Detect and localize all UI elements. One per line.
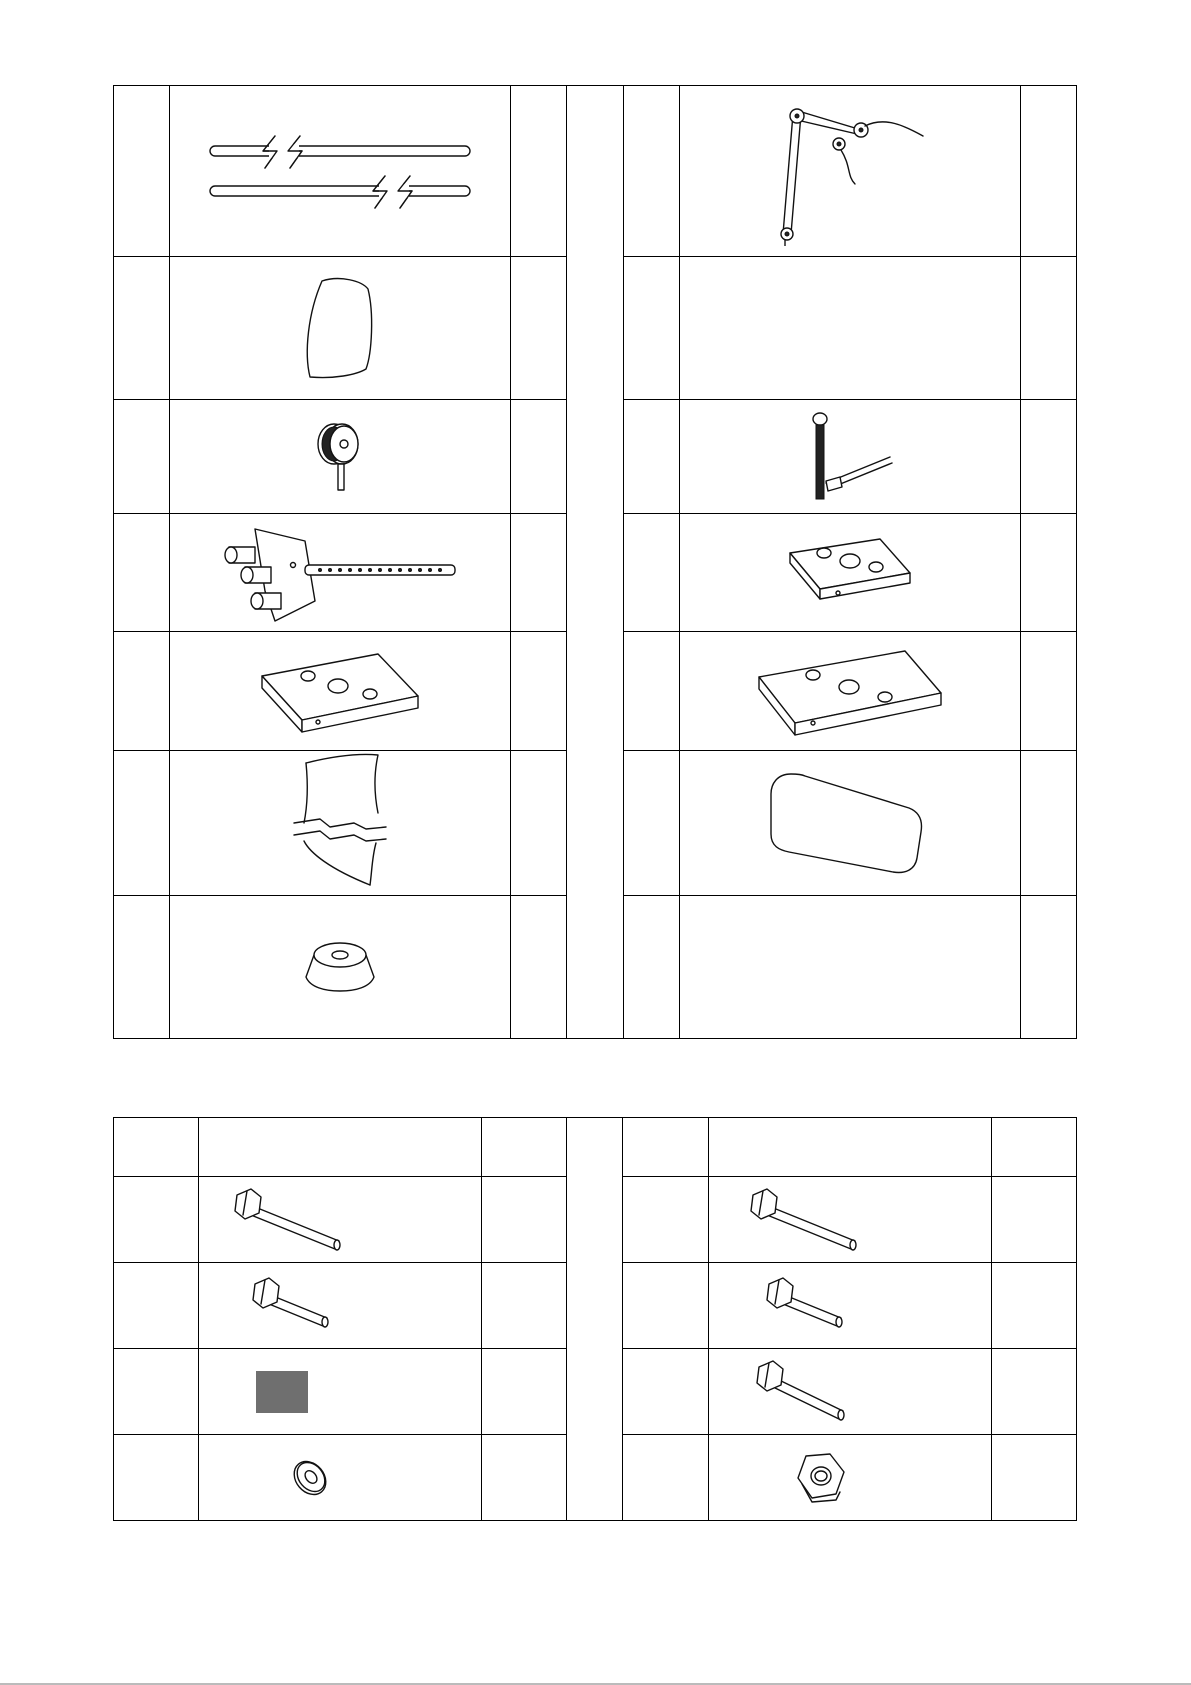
table-gap	[567, 86, 623, 1039]
part-number-cell	[623, 257, 679, 400]
hardware-qty-cell	[991, 1263, 1076, 1349]
part-qty-cell	[1020, 86, 1076, 257]
long-bolt-icon	[751, 1357, 851, 1427]
hardware-number-cell	[623, 1177, 708, 1263]
hardware-number-cell	[114, 1263, 199, 1349]
part-image-cell	[170, 86, 511, 257]
short-bolt-icon	[761, 1274, 851, 1338]
hardware-image-cell	[708, 1177, 991, 1263]
hardware-image-cell	[199, 1435, 482, 1521]
cable-assembly-icon	[765, 96, 935, 246]
long-bolt-icon	[745, 1185, 865, 1255]
part-number-cell	[623, 514, 679, 632]
part-image-cell	[679, 514, 1020, 632]
part-qty-cell	[511, 896, 567, 1039]
part-qty-cell	[1020, 751, 1076, 896]
part-number-cell	[623, 896, 679, 1039]
hardware-qty-cell	[482, 1177, 567, 1263]
large-bracket-plate-icon	[755, 643, 945, 739]
part-qty-cell	[511, 86, 567, 257]
part-image-cell	[170, 257, 511, 400]
curved-panel-icon	[290, 753, 390, 893]
header-cell	[708, 1118, 991, 1177]
pop-pin-icon	[790, 407, 910, 507]
part-image-cell	[170, 751, 511, 896]
part-qty-cell	[1020, 400, 1076, 514]
part-qty-cell	[511, 751, 567, 896]
part-number-cell	[114, 896, 170, 1039]
seat-cushion-icon	[765, 768, 935, 878]
part-qty-cell	[511, 514, 567, 632]
part-image-cell	[170, 514, 511, 632]
header-cell	[623, 1118, 708, 1177]
header-cell	[199, 1118, 482, 1177]
part-number-cell	[114, 514, 170, 632]
gray-square-icon	[256, 1371, 308, 1413]
short-bolt-icon	[247, 1274, 337, 1338]
hardware-qty-cell	[991, 1435, 1076, 1521]
hardware-number-cell	[114, 1349, 199, 1435]
hardware-number-cell	[114, 1435, 199, 1521]
header-cell	[114, 1118, 199, 1177]
part-number-cell	[623, 751, 679, 896]
hardware-number-cell	[623, 1263, 708, 1349]
parts-table	[113, 85, 1077, 1039]
hardware-number-cell	[623, 1435, 708, 1521]
hardware-number-cell	[623, 1349, 708, 1435]
part-image-cell	[170, 400, 511, 514]
hardware-qty-cell	[991, 1177, 1076, 1263]
long-bolt-icon	[229, 1185, 349, 1255]
part-image-cell	[679, 86, 1020, 257]
part-number-cell	[114, 632, 170, 751]
hardware-qty-cell	[482, 1263, 567, 1349]
back-pad-icon	[300, 273, 380, 383]
part-qty-cell	[511, 257, 567, 400]
part-qty-cell	[1020, 896, 1076, 1039]
hardware-image-cell	[199, 1177, 482, 1263]
twin-tube-icon	[205, 126, 475, 216]
part-qty-cell	[1020, 514, 1076, 632]
part-number-cell	[114, 86, 170, 257]
part-number-cell	[623, 632, 679, 751]
table-gap	[567, 1118, 623, 1521]
hardware-number-cell	[114, 1177, 199, 1263]
part-qty-cell	[511, 400, 567, 514]
part-image-cell	[679, 751, 1020, 896]
parts-row	[114, 86, 1077, 257]
part-image-cell-empty	[679, 896, 1020, 1039]
header-cell	[991, 1118, 1076, 1177]
part-qty-cell	[1020, 257, 1076, 400]
part-image-cell	[170, 632, 511, 751]
hardware-image-cell	[708, 1435, 991, 1521]
part-image-cell	[170, 896, 511, 1039]
foot-cap-icon	[300, 937, 380, 997]
part-qty-cell	[511, 632, 567, 751]
hardware-qty-cell	[991, 1349, 1076, 1435]
washer-icon	[285, 1453, 335, 1503]
hardware-image-cell	[199, 1263, 482, 1349]
part-number-cell	[114, 257, 170, 400]
part-number-cell	[623, 400, 679, 514]
part-number-cell	[114, 400, 170, 514]
part-number-cell	[623, 86, 679, 257]
part-number-cell	[114, 751, 170, 896]
pulley-icon	[310, 412, 370, 502]
part-image-cell	[679, 632, 1020, 751]
part-qty-cell	[1020, 632, 1076, 751]
part-image-cell-empty	[679, 257, 1020, 400]
adjustment-bar-icon	[215, 521, 465, 625]
mount-plate-icon	[258, 646, 422, 736]
hardware-image-cell	[199, 1349, 482, 1435]
small-bracket-plate-icon	[780, 533, 920, 613]
hardware-table	[113, 1117, 1077, 1521]
part-image-cell	[679, 400, 1020, 514]
hardware-qty-cell	[482, 1349, 567, 1435]
hardware-qty-cell	[482, 1435, 567, 1521]
hardware-header-row	[114, 1118, 1077, 1177]
header-cell	[482, 1118, 567, 1177]
hardware-image-cell	[708, 1349, 991, 1435]
hex-nut-icon	[790, 1448, 850, 1508]
hardware-image-cell	[708, 1263, 991, 1349]
